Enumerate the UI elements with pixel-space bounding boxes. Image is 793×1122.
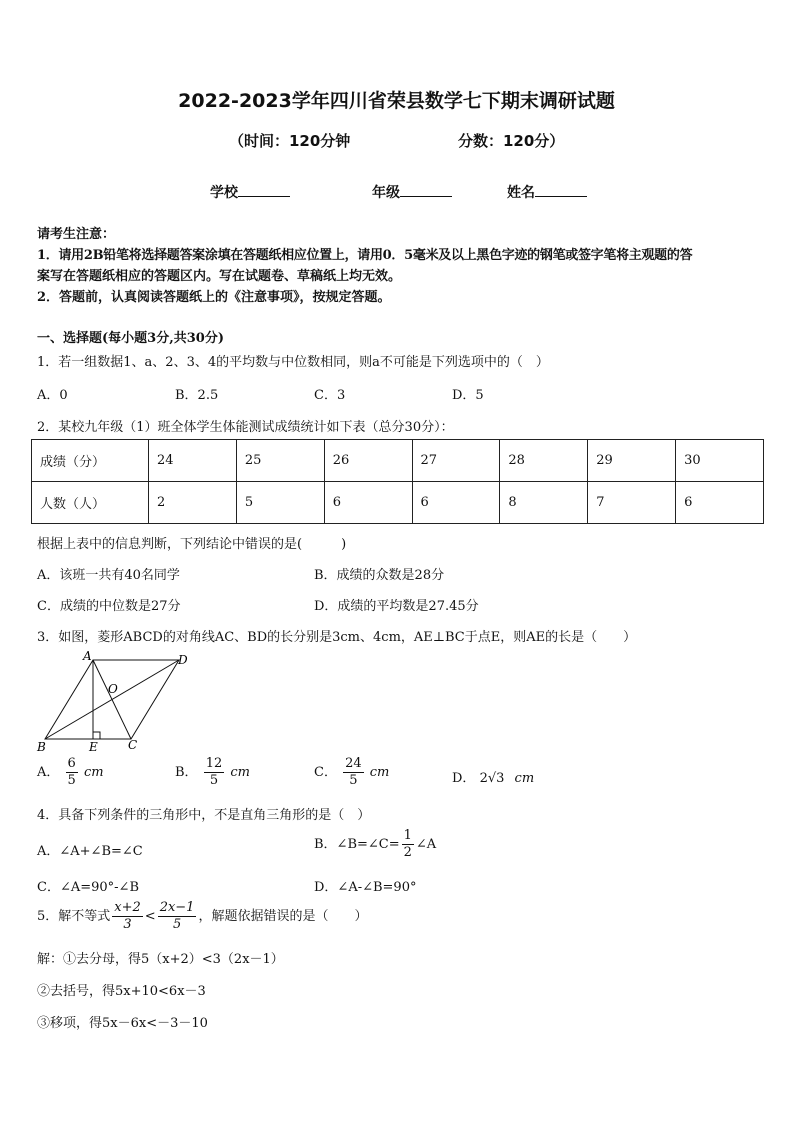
fraction xyxy=(343,756,364,789)
fraction-denominator: 5 xyxy=(349,773,358,788)
option-value: 2√3 xyxy=(479,771,505,786)
unit: cm xyxy=(514,771,535,786)
option-prefix: C． xyxy=(314,765,337,780)
q5-step-1: 解：①去分母，得5（x+2）<3（2x－1） xyxy=(37,952,284,967)
unit: cm xyxy=(230,765,250,780)
q1-option-b[interactable]: B．2.5 xyxy=(175,388,219,403)
q3-option-d[interactable] xyxy=(452,767,534,786)
notice-line-3: 2．答题前，认真阅读答题纸上的《注意事项》，按规定答题。 xyxy=(37,290,391,305)
fraction-denominator: 5 xyxy=(209,773,219,788)
school-label: 学校 xyxy=(210,185,238,201)
table-row xyxy=(32,482,764,524)
rhombus-figure xyxy=(35,650,195,756)
fraction-denominator: 3 xyxy=(123,917,132,932)
option-text: B．∠B=∠C= xyxy=(314,837,400,852)
q4-stem: 4．具备下列条件的三角形中，不是直角三角形的是（ ） xyxy=(37,808,371,823)
grade-label: 年级 xyxy=(372,185,400,201)
table-cell: 26 xyxy=(324,440,412,482)
table-cell: 6 xyxy=(676,482,764,524)
fraction-numerator: 6 xyxy=(67,756,76,771)
notice-heading: 请考生注意： xyxy=(37,227,116,242)
notice-line-1: 1．请用2B铅笔将选择题答案涂填在答题纸相应位置上，请用0．5毫米及以上黑色字迹的钢笔或签字笔将主观题的答 xyxy=(37,248,693,263)
q2-followup: 根据上表中的信息判断，下列结论中错误的是( ) xyxy=(37,537,347,552)
q4-option-c[interactable]: C．∠A=90°-∠B xyxy=(37,880,140,895)
option-prefix: A． xyxy=(37,765,60,780)
q1-option-a[interactable]: A．0 xyxy=(37,388,68,403)
table-cell: 27 xyxy=(412,440,500,482)
table-cell: 6 xyxy=(324,482,412,524)
q4-option-a[interactable]: A．∠A+∠B=∠C xyxy=(37,844,143,859)
less-than-sign: < xyxy=(144,909,156,924)
fraction xyxy=(112,900,143,933)
table-cell: 6 xyxy=(412,482,500,524)
table-cell: 30 xyxy=(676,440,764,482)
table-cell: 29 xyxy=(588,440,676,482)
fraction-numerator: 24 xyxy=(345,756,362,771)
fraction-denominator: 5 xyxy=(67,773,76,788)
table-cell: 成绩（分） xyxy=(32,440,149,482)
option-prefix: B． xyxy=(175,765,198,780)
option-text: ∠A xyxy=(415,837,437,852)
fraction-numerator: 12 xyxy=(205,756,223,771)
name-field[interactable] xyxy=(507,182,587,202)
q2-option-c[interactable]: C．成绩的中位数是27分 xyxy=(37,599,181,614)
label-e: E xyxy=(89,740,98,754)
table-cell: 2 xyxy=(149,482,237,524)
fraction xyxy=(402,828,414,861)
fraction-denominator: 5 xyxy=(172,917,182,932)
table-cell: 5 xyxy=(236,482,324,524)
table-cell: 7 xyxy=(588,482,676,524)
table-cell: 28 xyxy=(500,440,588,482)
fraction xyxy=(158,900,197,933)
table-cell: 8 xyxy=(500,482,588,524)
q5-stem xyxy=(37,900,367,933)
q4-option-b[interactable] xyxy=(314,828,436,861)
q2-option-b[interactable]: B．成绩的众数是28分 xyxy=(314,568,445,583)
q5-step-3: ③移项，得5x－6x<－3－10 xyxy=(37,1016,208,1031)
q4-option-d[interactable]: D．∠A-∠B=90° xyxy=(314,880,417,895)
fraction-numerator: x+2 xyxy=(114,900,141,915)
table-cell: 人数（人） xyxy=(32,482,149,524)
stem-text: 5．解不等式 xyxy=(37,909,111,924)
q2-stem: 2．某校九年级（1）班全体学生体能测试成绩统计如下表（总分30分）： xyxy=(37,420,454,435)
label-o: O xyxy=(108,682,118,696)
grade-field[interactable] xyxy=(372,182,452,202)
label-b: B xyxy=(37,740,46,754)
table-row xyxy=(32,440,764,482)
q3-option-b[interactable] xyxy=(175,756,250,789)
exam-time: （时间：120分钟 xyxy=(229,132,351,150)
unit: cm xyxy=(83,765,104,780)
name-label: 姓名 xyxy=(507,185,535,201)
fraction-numerator: 1 xyxy=(403,828,412,843)
q1-stem: 1．若一组数据1、a、2、3、4的平均数与中位数相同，则a不可能是下列选项中的（ ） xyxy=(37,355,549,370)
exam-score: 分数：120分） xyxy=(458,132,565,150)
table-cell: 25 xyxy=(236,440,324,482)
q5-step-2: ②去括号，得5x+10<6x－3 xyxy=(37,984,206,999)
q1-option-c[interactable]: C．3 xyxy=(314,388,346,403)
q2-option-d[interactable]: D．成绩的平均数是27.45分 xyxy=(314,599,479,614)
q3-stem: 3．如图，菱形ABCD的对角线AC、BD的长分别是3cm、4cm，AE⊥BC于点E，则AE的长是（ ） xyxy=(37,630,637,645)
q3-option-a[interactable] xyxy=(37,756,104,789)
school-field[interactable] xyxy=(210,182,290,202)
fraction-numerator: 2x−1 xyxy=(159,900,195,915)
unit: cm xyxy=(369,765,390,780)
q2-option-a[interactable]: A．该班一共有40名同学 xyxy=(37,568,180,583)
table-cell: 24 xyxy=(149,440,237,482)
q3-option-c[interactable] xyxy=(314,756,389,789)
fraction-denominator: 2 xyxy=(403,845,412,860)
option-prefix: D． xyxy=(452,771,476,786)
label-a: A xyxy=(83,650,92,663)
fraction xyxy=(204,756,225,789)
score-table xyxy=(31,439,764,524)
page-title: 2022-2023学年四川省荣县数学七下期末调研试题 xyxy=(178,90,615,112)
label-d: D xyxy=(178,653,188,667)
label-c: C xyxy=(128,738,138,752)
q1-option-d[interactable]: D．5 xyxy=(452,388,484,403)
notice-line-2: 案写在答题纸相应的答题区内。写在试题卷、草稿纸上均无效。 xyxy=(37,269,402,284)
right-angle-mark xyxy=(93,732,100,739)
fraction xyxy=(66,756,78,789)
stem-text: ，解题依据错误的是（ ） xyxy=(198,909,368,924)
diagonal-bd xyxy=(45,660,179,739)
section-heading: 一、选择题(每小题3分,共30分) xyxy=(37,331,224,346)
